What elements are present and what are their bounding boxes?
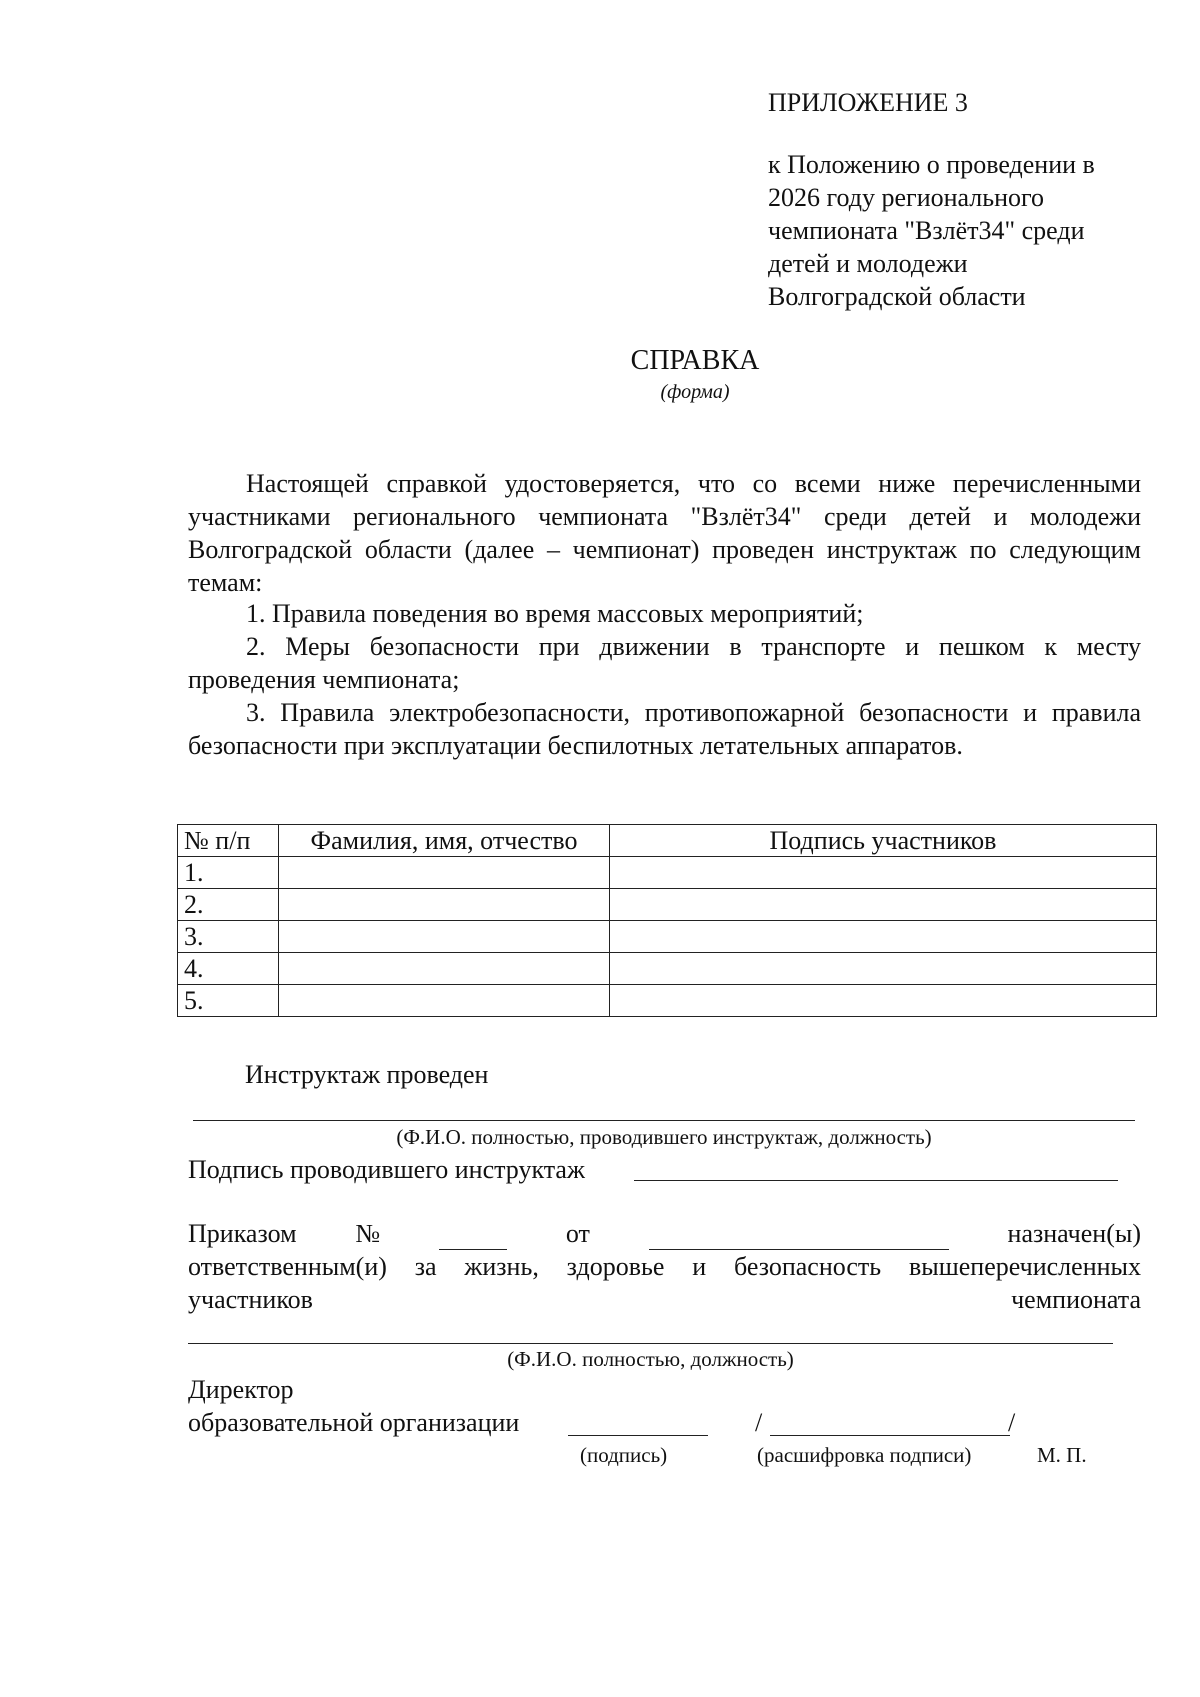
participants-table bbox=[177, 824, 1157, 1017]
appendix-ref-line: детей и молодежи bbox=[768, 249, 968, 278]
instruction-conducted-label: Инструктаж проведен bbox=[245, 1060, 489, 1089]
appendix-ref-line: Волгоградской области bbox=[768, 282, 1026, 311]
order-number-line[interactable] bbox=[439, 1225, 507, 1250]
column-header-number: № п/п bbox=[178, 825, 279, 857]
responsible-caption: (Ф.И.О. полностью, должность) bbox=[507, 1347, 794, 1371]
appendix-ref-line: чемпионата "Взлёт34" среди bbox=[768, 216, 1085, 245]
intro-text: Настоящей справкой удостоверяется, что со всеми ниже перечисленными участниками регионального чемпионата "Взлёт34" среди детей и молодежи Волгоградской области (далее – чемпионат) проведен инструктаж по следующим темам: bbox=[188, 469, 1141, 597]
table-row bbox=[178, 889, 1157, 921]
order-championship: чемпионата bbox=[1011, 1285, 1141, 1314]
director-decode-line[interactable] bbox=[770, 1435, 1010, 1436]
director-signature-line[interactable] bbox=[568, 1435, 708, 1436]
name-cell[interactable] bbox=[279, 857, 610, 889]
name-cell[interactable] bbox=[279, 921, 610, 953]
signature-cell[interactable] bbox=[610, 953, 1157, 985]
topic-text: 3. Правила электробезопасности, противопожарной безопасности и правила безопасности при эксплуатации беспилотных летательных аппаратов. bbox=[188, 698, 1141, 760]
stamp-label: М. П. bbox=[1037, 1443, 1087, 1467]
row-number: 2. bbox=[178, 889, 279, 921]
document-title: СПРАВКА bbox=[630, 345, 760, 376]
instructor-signature-line[interactable] bbox=[634, 1180, 1118, 1181]
order-line-2: ответственным(и) за жизнь, здоровье и безопасность вышеперечисленных bbox=[188, 1252, 1141, 1281]
signature-cell[interactable] bbox=[610, 985, 1157, 1017]
slash-left: / bbox=[755, 1408, 763, 1437]
order-word: Приказом bbox=[188, 1219, 297, 1248]
appendix-ref-line: 2026 году регионального bbox=[768, 183, 1045, 212]
order-participants: участников bbox=[188, 1285, 313, 1314]
appendix-title: ПРИЛОЖЕНИЕ 3 bbox=[768, 88, 968, 117]
signature-cell[interactable] bbox=[610, 921, 1157, 953]
column-header-signature: Подпись участников bbox=[610, 825, 1157, 857]
director-label: Директор bbox=[188, 1375, 294, 1404]
signature-cell[interactable] bbox=[610, 857, 1157, 889]
instructor-caption: (Ф.И.О. полностью, проводившего инструктаж, должность) bbox=[396, 1125, 932, 1149]
signature-caption: (подпись) bbox=[580, 1443, 668, 1467]
topic-item-1 bbox=[188, 597, 1141, 630]
appendix-reference bbox=[768, 148, 1148, 313]
topic-text: 1. Правила поведения во время массовых мероприятий; bbox=[246, 599, 864, 628]
order-number-sign: № bbox=[355, 1219, 381, 1248]
instructor-signature-label: Подпись проводившего инструктаж bbox=[188, 1155, 585, 1184]
instructor-name-line[interactable] bbox=[193, 1120, 1135, 1121]
signature-cell[interactable] bbox=[610, 889, 1157, 921]
order-line-1 bbox=[188, 1217, 1141, 1250]
table-header-row bbox=[178, 825, 1157, 857]
topic-item-2 bbox=[188, 630, 1141, 696]
order-from: от bbox=[565, 1219, 590, 1248]
order-date-line[interactable] bbox=[649, 1225, 949, 1250]
row-number: 1. bbox=[178, 857, 279, 889]
table-row bbox=[178, 985, 1157, 1017]
order-line-3 bbox=[188, 1283, 1141, 1316]
table-row bbox=[178, 953, 1157, 985]
order-block bbox=[188, 1217, 1141, 1316]
column-header-name: Фамилия, имя, отчество bbox=[279, 825, 610, 857]
table-row bbox=[178, 921, 1157, 953]
organization-label: образовательной организации bbox=[188, 1408, 520, 1437]
name-cell[interactable] bbox=[279, 985, 610, 1017]
row-number: 5. bbox=[178, 985, 279, 1017]
decode-caption: (расшифровка подписи) bbox=[757, 1443, 972, 1467]
document-subtitle: (форма) bbox=[660, 381, 730, 403]
intro-paragraph bbox=[188, 467, 1141, 599]
order-assigned: назначен(ы) bbox=[1007, 1219, 1141, 1248]
table-row bbox=[178, 857, 1157, 889]
row-number: 4. bbox=[178, 953, 279, 985]
name-cell[interactable] bbox=[279, 889, 610, 921]
responsible-name-line[interactable] bbox=[188, 1343, 1113, 1344]
topic-text: 2. Меры безопасности при движении в транспорте и пешком к месту проведения чемпионата; bbox=[188, 632, 1141, 694]
name-cell[interactable] bbox=[279, 953, 610, 985]
row-number: 3. bbox=[178, 921, 279, 953]
slash-right: / bbox=[1008, 1408, 1016, 1437]
appendix-ref-line: к Положению о проведении в bbox=[768, 150, 1095, 179]
topic-item-3 bbox=[188, 696, 1141, 762]
